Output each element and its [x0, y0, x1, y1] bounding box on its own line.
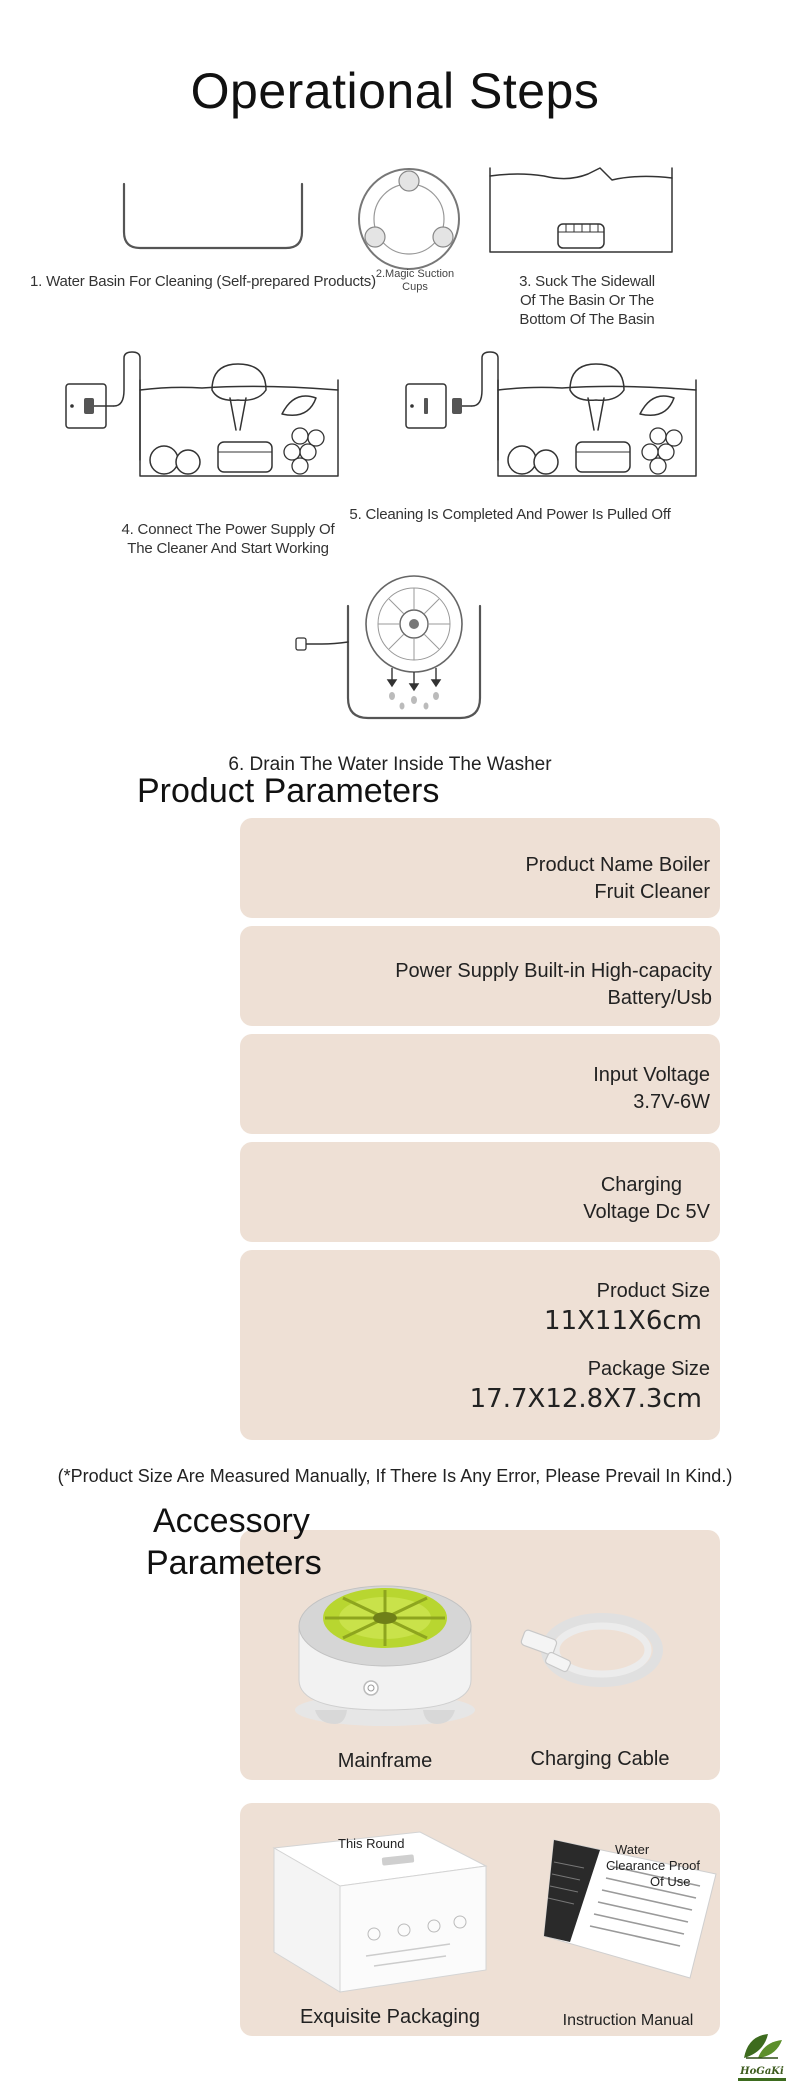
step4-caption: 4. Connect The Power Supply Of The Cleaner And Start Working — [121, 521, 335, 557]
param-charging-line1: Charging — [600, 1174, 682, 1196]
param-input-voltage-line1: Input Voltage — [593, 1064, 710, 1086]
step6-drain-illustration — [292, 572, 492, 732]
step1-caption: 1. Water Basin For Cleaning (Self-prepared Products) — [30, 273, 376, 290]
logo-underline — [738, 2078, 786, 2081]
param-row-product-name — [240, 818, 720, 918]
param-row-sizes — [240, 1250, 720, 1440]
param-product-size-label: Product Size — [596, 1280, 710, 1302]
param-package-size-value: 17.7X12.8X7.3cm — [469, 1384, 702, 1414]
step5-caption: 5. Cleaning Is Completed And Power Is Pulled Off — [349, 506, 671, 523]
accessory-title-line2: Parameters — [146, 1544, 322, 1582]
accessory-title-line1: Accessory — [153, 1502, 310, 1540]
param-power-supply-line1: Power Supply Built-in High-capacity — [395, 960, 712, 982]
brand-logo-text: HoGaKi — [740, 2066, 784, 2077]
param-package-size-label: Package Size — [587, 1358, 710, 1380]
measurement-note: (*Product Size Are Measured Manually, If There Is Any Error, Please Prevail In Kind.) — [57, 1466, 733, 1486]
packaging-box-text: This Round — [338, 1836, 405, 1851]
param-charging-line2: Voltage Dc 5V — [583, 1201, 710, 1223]
product-parameters-title: Product Parameters — [137, 772, 440, 810]
step3-caption: 3. Suck The Sidewall Of The Basin Or The Bottom Of The Basin — [519, 273, 655, 328]
packaging-box-image — [270, 1826, 490, 1996]
step2-caption: 2.Magic Suction Cups — [375, 268, 455, 293]
step3-basin-illustration — [488, 162, 674, 258]
manual-text-line2: Clearance Proof — [606, 1858, 700, 1873]
mainframe-image — [285, 1560, 485, 1740]
step5-illustration — [402, 350, 702, 482]
param-row-power-supply — [240, 926, 720, 1026]
leaf-icon — [738, 2028, 786, 2062]
mainframe-label: Mainframe — [337, 1750, 433, 1772]
instruction-manual-label: Instruction Manual — [562, 2012, 694, 2029]
step4-illustration — [62, 350, 350, 482]
param-power-supply-line2: Battery/Usb — [607, 987, 712, 1009]
charging-cable-label: Charging Cable — [530, 1748, 670, 1770]
step2-suction-cups-illustration — [355, 165, 463, 273]
param-product-size-value: 11X11X6cm — [544, 1306, 702, 1336]
step6-caption: 6. Drain The Water Inside The Washer — [228, 754, 552, 775]
param-product-name-line2: Fruit Cleaner — [594, 881, 710, 903]
manual-text-line1: Water — [615, 1842, 650, 1857]
exquisite-packaging-label: Exquisite Packaging — [299, 2006, 481, 2028]
operational-steps-title: Operational Steps — [190, 63, 600, 119]
param-row-input-voltage — [240, 1034, 720, 1134]
param-row-charging-voltage — [240, 1142, 720, 1242]
charging-cable-image — [518, 1600, 668, 1700]
param-input-voltage-line2: 3.7V-6W — [633, 1091, 710, 1113]
brand-logo — [738, 2028, 786, 2076]
param-product-name-line1: Product Name Boiler — [525, 854, 710, 876]
step1-basin-illustration — [118, 180, 308, 252]
manual-text-line3: Of Use — [650, 1874, 691, 1889]
